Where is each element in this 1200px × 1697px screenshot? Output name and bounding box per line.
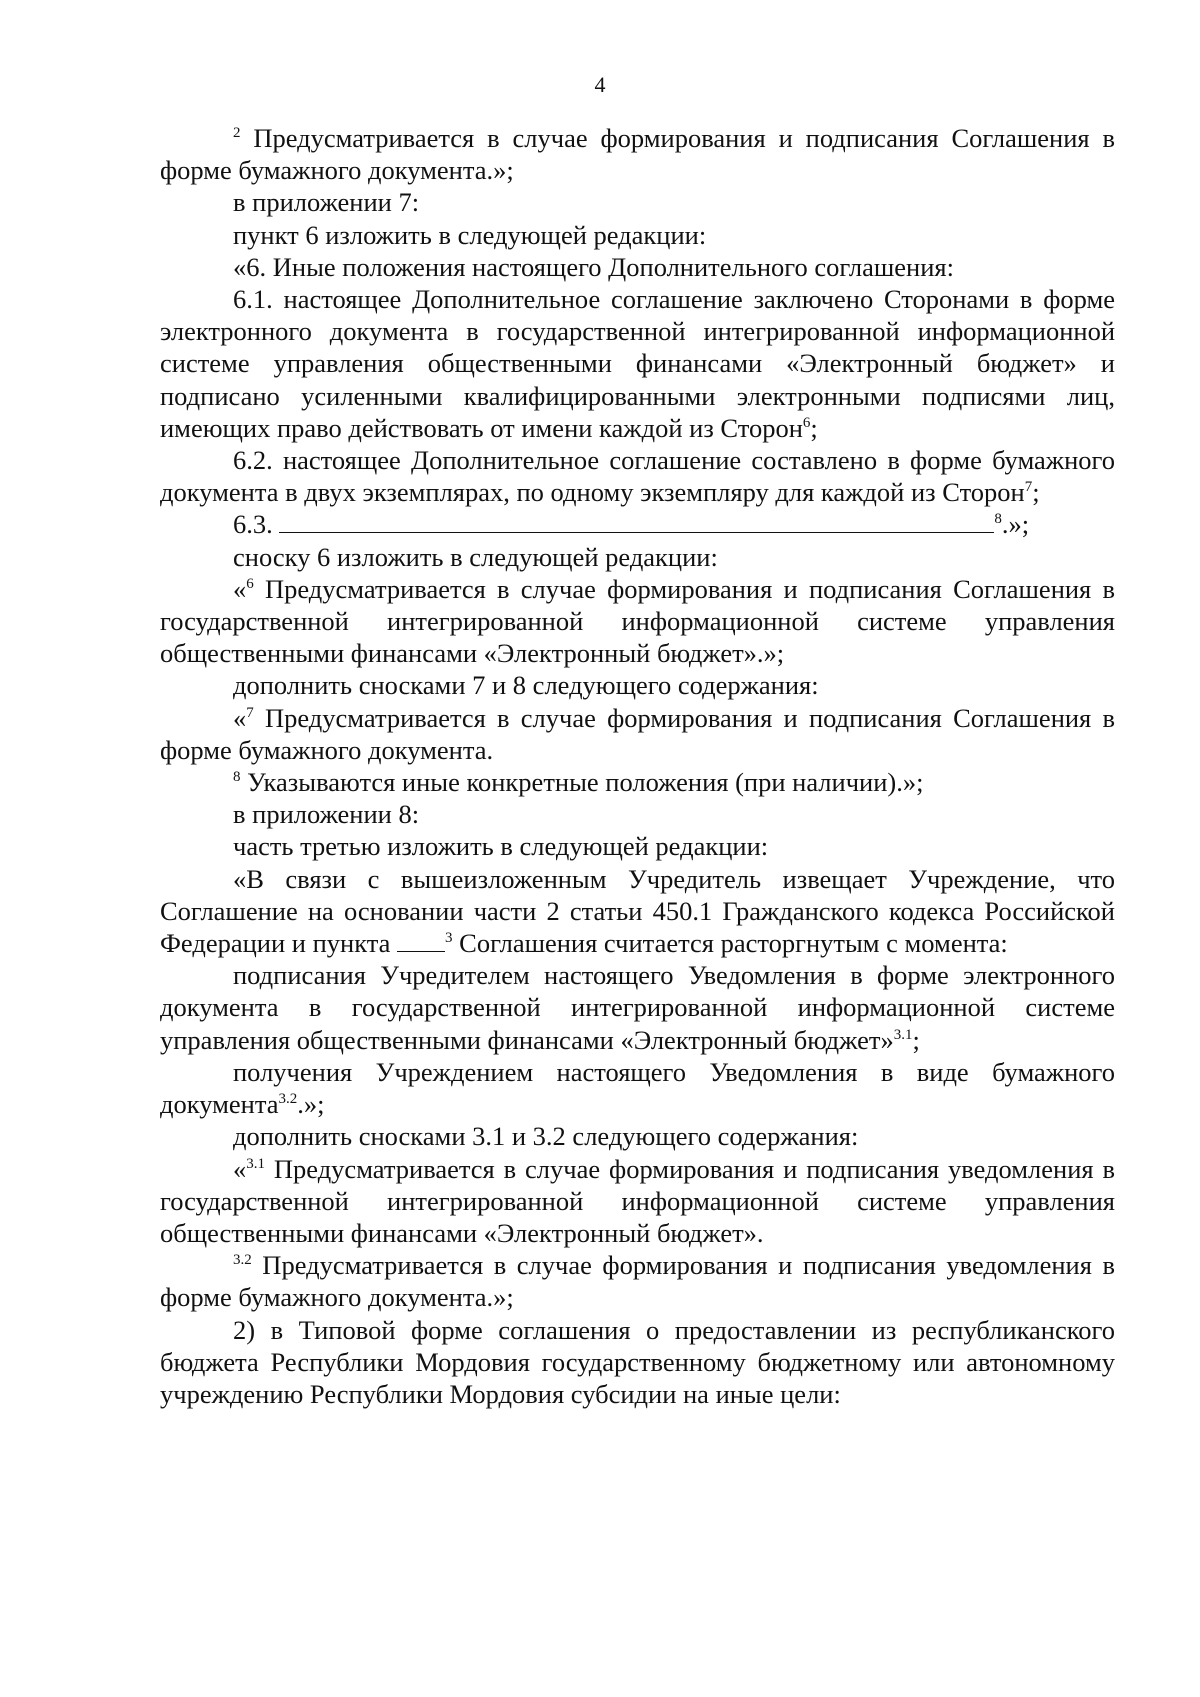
footnote-marker: 2 [233, 125, 241, 142]
footnote-marker: 8 [233, 769, 241, 786]
paragraph-point-6-intro: пункт 6 изложить в следующей редакции: [233, 219, 707, 250]
paragraph-part-three-intro: часть третью изложить в следующей редакции: [233, 831, 769, 862]
footnote-3-1-text: «$^{3.1}$ Предусматривается в случае формирования и подписания уведомления в государственной интегрированной информационной системе управления общественными финансами «Электронный бюджет». [160, 1153, 1115, 1248]
footnote-marker: 3.1 [246, 1155, 265, 1172]
footnote-marker: 7 [1024, 479, 1033, 496]
fill-in-blank-line [397, 931, 445, 952]
footnote-2-text: $^2$ Предусматривается в случае формирования и подписания Соглашения в форме бумажного документа.»; [160, 123, 1115, 186]
footnote-marker: 6 [802, 415, 811, 431]
page-number: 4 [594, 72, 606, 97]
footnote-marker: 3.2 [278, 1091, 298, 1108]
paragraph-6-1: 6.1. настоящее Дополнительное соглашение заключено Сторонами в форме электронного документа в государственной интегрированной информационной системе управления общественными финансами «Электронный бюджет» и подписано усиленными квалифицированными электронными подписями лиц, имеющих право действовать от имени каждой из Сторон$^6$; [160, 284, 1115, 443]
paragraph-appendix-8: в приложении 8: [233, 799, 420, 830]
footnote-marker: 8 [994, 511, 1002, 528]
footnote-marker: 3.2 [233, 1252, 252, 1269]
document-body [160, 122, 1115, 1410]
fill-in-blank-line [279, 512, 994, 533]
paragraph-footnotes-7-8-intro: дополнить сносками 7 и 8 следующего содержания: [233, 670, 819, 701]
paragraph-6-2: 6.2. настоящее Дополнительное соглашение составлено в форме бумажного документа в двух экземплярах, по одному экземпляру для каждой из Сторон$^7$; [160, 445, 1115, 508]
paragraph-footnote-6-intro: сноску 6 изложить в следующей редакции: [233, 541, 718, 572]
footnote-6-text: «$^6$ Предусматривается в случае формирования и подписания Соглашения в государственной интегрированной информационной системе управления общественными финансами «Электронный бюджет».»; [160, 573, 1115, 669]
footnote-marker: 7 [246, 704, 254, 721]
paragraph-point-6-title: «6. Иные положения настоящего Дополнительного соглашения: [233, 251, 954, 282]
paragraph-appendix-7: в приложении 7: [233, 187, 420, 218]
footnote-3-2-text: $^{3.2}$ Предусматривается в случае формирования и подписания уведомления в форме бумажного документа.»; [160, 1250, 1115, 1313]
footnote-7-text: «$^7$ Предусматривается в случае формирования и подписания Соглашения в форме бумажного документа. [160, 702, 1115, 765]
paragraph-signing-electronic: подписания Учредителем настоящего Уведомления в форме электронного документа в государственной интегрированной информационной системе управления общественными финансами «Электронный бюджет»$^{3.1}$; [160, 960, 1115, 1055]
paragraph-termination-notice: «В связи с вышеизложенным Учредитель извещает Учреждение, что Соглашение на основании части 2 статьи 450.1 Гражданского кодекса Российской Федерации и пункта $^3$ Соглашения считается расторгнутым с момента: [160, 863, 1115, 959]
paragraph-receipt-paper: получения Учреждением настоящего Уведомления в виде бумажного документа$^{3.2}$.»; [160, 1056, 1115, 1120]
paragraph-footnotes-3-1-3-2-intro: дополнить сносками 3.1 и 3.2 следующего содержания: [233, 1121, 859, 1152]
footnote-8-text: $^8$ Указываются иные конкретные положения (при наличии).»; [233, 767, 924, 798]
footnote-marker: 3.1 [893, 1026, 913, 1043]
paragraph-item-2: 2) в Типовой форме соглашения о предоставлении из республиканского бюджета Республики Мордовия государственному бюджетному или автономному учреждению Республики Мордовия субсидии на иные цели: [160, 1314, 1115, 1409]
paragraph-6-3: 6.3. $^8$.»; [233, 509, 1030, 540]
footnote-marker: 3 [445, 930, 453, 947]
footnote-marker: 6 [246, 576, 254, 593]
